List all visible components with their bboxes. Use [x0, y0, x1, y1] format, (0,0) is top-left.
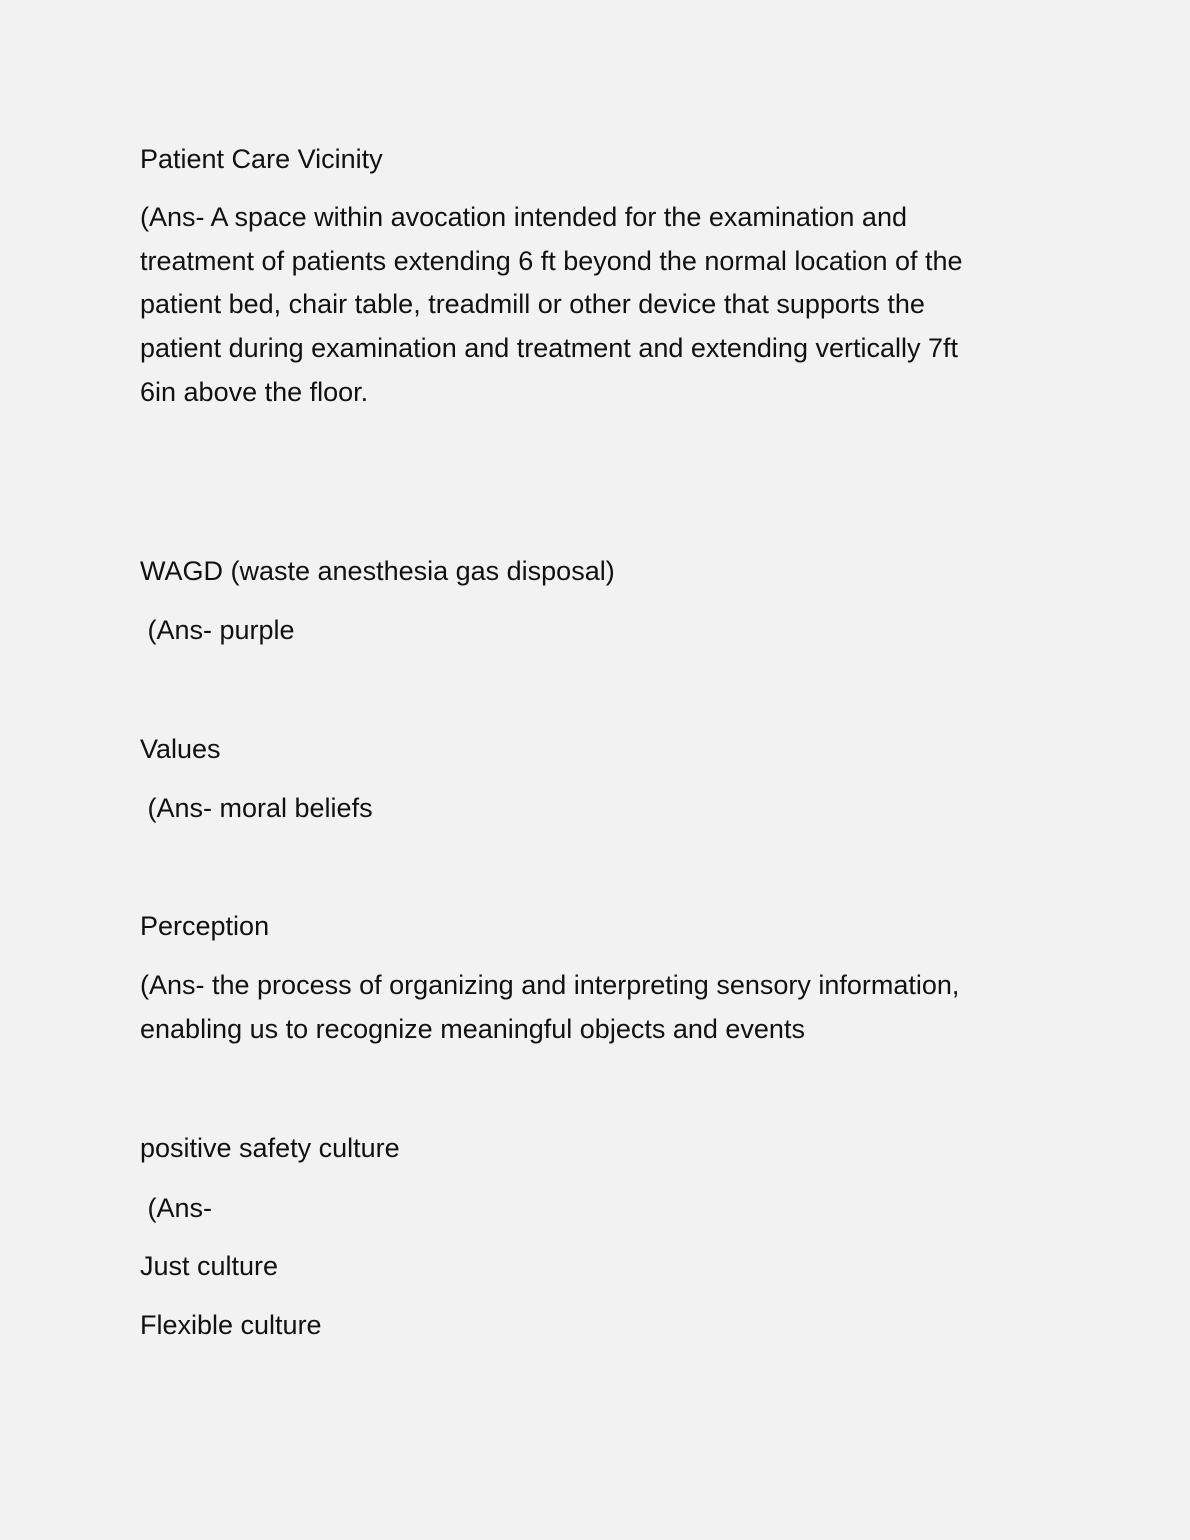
- answer-positive-safety-culture: (Ans-: [140, 1193, 213, 1223]
- list-item-just-culture: Just culture: [140, 1251, 279, 1281]
- term-wagd: WAGD (waste anesthesia gas disposal): [140, 556, 615, 586]
- answer-line: treatment of patients extending 6 ft beyond the normal location of the: [140, 245, 963, 276]
- answer-line: enabling us to recognize meaningful objects and events: [140, 1013, 805, 1044]
- answer-line: (Ans- A space within avocation intended for the examination and: [140, 202, 907, 232]
- list-item-flexible-culture: Flexible culture: [140, 1310, 322, 1340]
- answer-wagd: (Ans- purple: [140, 615, 295, 645]
- answer-line: (Ans- the process of organizing and interpreting sensory information,: [140, 970, 960, 1000]
- term-perception: Perception: [140, 911, 270, 941]
- answer-line: 6in above the floor.: [140, 376, 369, 407]
- term-values: Values: [140, 734, 221, 764]
- answer-line: patient during examination and treatment and extending vertically 7ft: [140, 333, 959, 364]
- answer-perception: [140, 964, 1040, 1051]
- answer-line: patient bed, chair table, treadmill or other device that supports the: [140, 289, 925, 320]
- term-positive-safety-culture: positive safety culture: [140, 1133, 400, 1163]
- term-patient-care-vicinity: Patient Care Vicinity: [140, 144, 383, 174]
- answer-values: (Ans- moral beliefs: [140, 793, 373, 823]
- answer-patient-care-vicinity: [140, 196, 1040, 415]
